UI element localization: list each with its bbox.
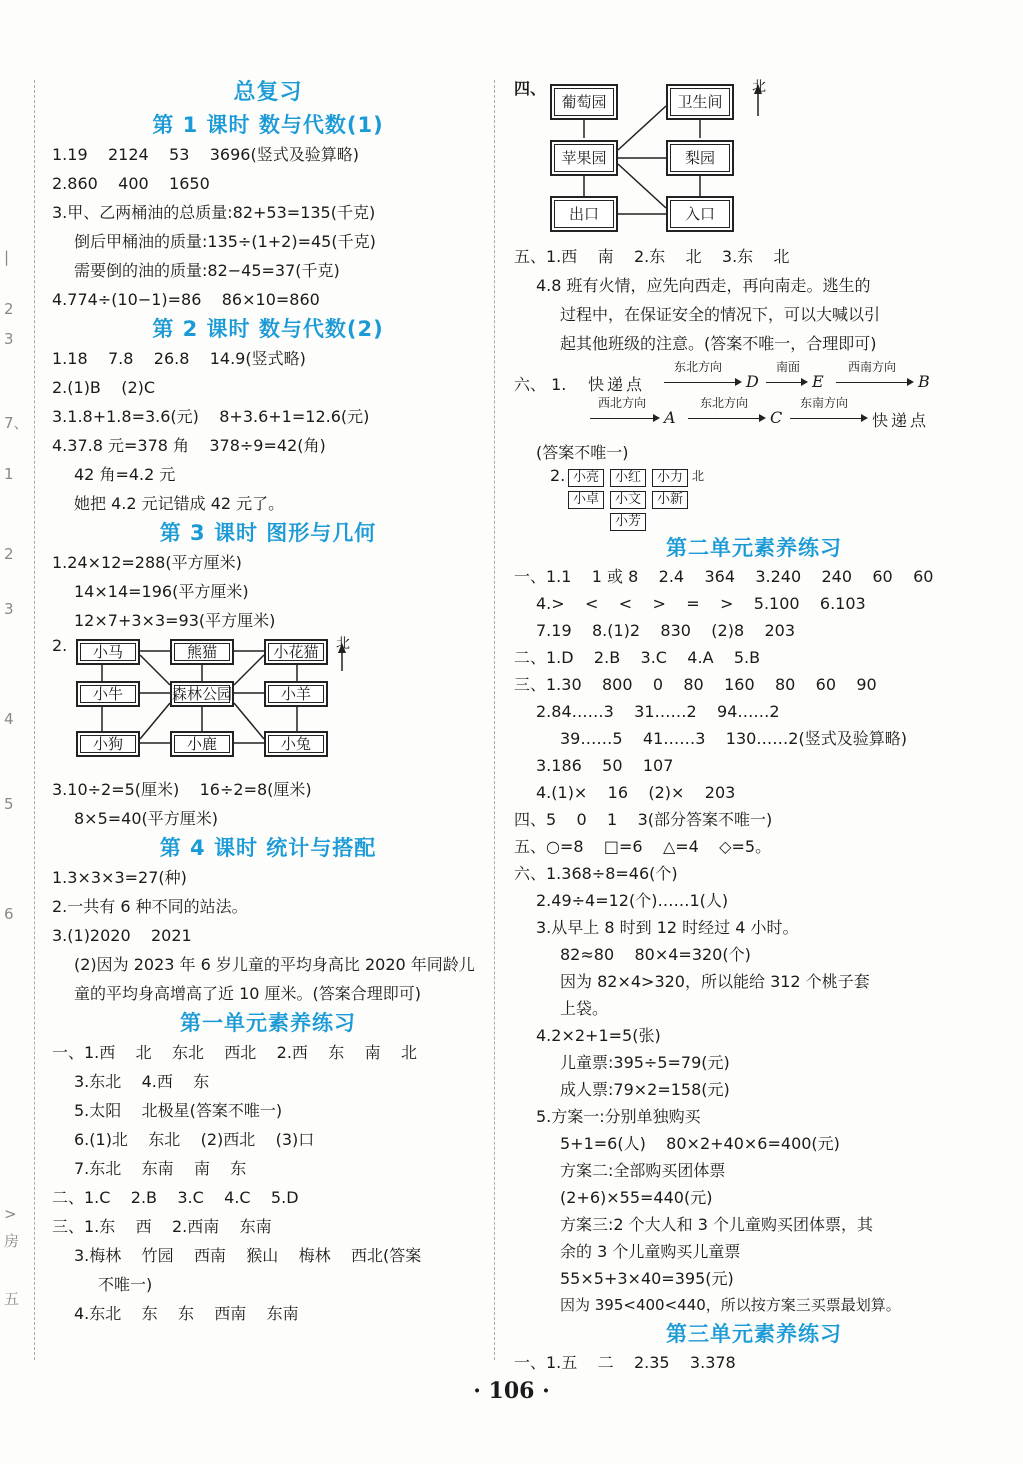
unit3-title: 第三单元素养练习 [666,1322,842,1346]
forest-map-diagram [52,635,484,775]
left-margin-line [34,80,35,1360]
question-label: 六、 1. [514,375,567,394]
north-label: 北 [752,79,766,95]
route-arrow [790,418,866,420]
map-box: 小花猫 [264,639,328,665]
map-box: 小狗 [76,731,140,757]
edge-mark: > [4,1205,17,1223]
answer-line: 4.(1)× 16 (2)× 203 [536,783,736,802]
answer-line: 需要倒的油的质量:82−45=37(千克) [74,261,340,280]
answer-line: 三、1.东 西 2.西南 东南 [52,1217,272,1236]
answer-line: 4.2×2+1=5(张) [536,1026,661,1045]
route-arrow [664,382,740,384]
lesson3-title: 第 3 课时 图形与几何 [159,521,377,545]
route-arrow [688,418,764,420]
route-node: D [746,372,759,391]
answer-line: 4.774÷(10−1)=86 86×10=860 [52,290,320,309]
left-column [52,76,484,1328]
answer-line: 8×5=40(平方厘米) [74,809,219,828]
answer-line: 3.(1)2020 2021 [52,926,192,945]
route-arrow [766,382,806,384]
question-label: 四、 [514,79,547,98]
answer-line: 四、5 0 1 3(部分答案不唯一) [514,810,773,829]
map-box-center: 森林公园 [170,681,234,707]
answer-line: 方案三:2 个大人和 3 个儿童购买团体票，其 [560,1215,874,1234]
route-node: C [770,408,783,427]
answer-line: 5.太阳 北极星(答案不唯一) [74,1101,283,1120]
answer-line: 成人票:79×2=158(元) [560,1080,730,1099]
answer-line: 上袋。 [560,999,609,1018]
route-direction: 西南方向 [848,360,897,374]
map-box: 熊猫 [170,639,234,665]
answer-line: 42 角=4.2 元 [74,465,176,484]
answer-line: 2.860 400 1650 [52,174,210,193]
map-box: 卫生间 [666,84,734,120]
answer-line: 六、1.368÷8=46(个) [514,864,678,883]
answer-line: 4.8 班有火情，应先向西走，再向南走。逃生的 [536,276,871,295]
answer-line: 3.东北 4.西 东 [74,1072,210,1091]
unit1-title: 第一单元素养练习 [180,1011,356,1035]
main-title: 总复习 [233,80,303,105]
orchard-map-diagram [514,76,994,236]
answer-line: 余的 3 个儿童购买儿童票 [560,1242,741,1261]
unit2-title: 第二单元素养练习 [666,536,842,560]
edge-mark: 1 [4,465,14,483]
answer-line: 3.10÷2=5(厘米) 16÷2=8(厘米) [52,780,312,799]
answer-line: 2.一共有 6 种不同的站法。 [52,897,248,916]
answer-line: 一、1.1 1 或 8 2.4 364 3.240 240 60 60 [514,567,934,586]
route-direction: 东北方向 [674,360,723,374]
answer-line: 一、1.西 北 东北 西北 2.西 东 南 北 [52,1043,417,1062]
answer-line: 5.方案一:分别单独购买 [536,1107,701,1126]
answer-line: 7.东北 东南 南 东 [74,1159,247,1178]
map-box: 入口 [666,196,734,232]
answer-line: 3.甲、乙两桶油的总质量:82+53=135(千克) [52,203,376,222]
lesson4-title: 第 4 课时 统计与搭配 [159,836,377,860]
seat-box: 小芳 [610,513,646,531]
map-box: 小兔 [264,731,328,757]
edge-mark: 3 [4,330,14,348]
answer-line: 2.84……3 31……2 94……2 [536,702,780,721]
answer-line: (答案不唯一) [536,443,629,462]
map-box: 小马 [76,639,140,665]
route-node: 快递点 [588,375,646,394]
answer-line: 过程中，在保证安全的情况下，可以大喊以引 [560,305,881,324]
question-label: 2. [550,466,566,485]
edge-mark: 6 [4,905,14,923]
answer-line: 4.东北 东 东 西南 东南 [74,1304,299,1323]
answer-line: 12×7+3×3=93(平方厘米) [74,611,276,630]
answer-line: 39……5 41……3 130……2(竖式及验算略) [560,729,907,748]
answer-line: 起其他班级的注意。(答案不唯一，合理即可) [560,334,877,353]
answer-line: 1.18 7.8 26.8 14.9(竖式略) [52,349,306,368]
edge-mark: 4 [4,710,14,728]
route-direction: 南面 [776,360,801,374]
edge-mark: 2 [4,300,14,318]
route-arrow [836,382,912,384]
answer-line: (2+6)×55=440(元) [560,1188,713,1207]
map-box: 梨园 [666,140,734,176]
route-node: B [918,372,930,391]
answer-line: 三、1.30 800 0 80 160 80 60 90 [514,675,877,694]
answer-line: 2.(1)B (2)C [52,378,156,397]
route-node: A [664,408,676,427]
north-label: 北 [336,636,350,652]
right-column [514,76,994,1376]
answer-line: 1.19 2124 53 3696(竖式及验算略) [52,145,359,164]
answer-line: 4.> < < > = > 5.100 6.103 [536,594,866,613]
answer-line: 五、1.西 南 2.东 北 3.东 北 [514,247,790,266]
map-box: 出口 [550,196,618,232]
answer-line: 1.24×12=288(平方厘米) [52,553,242,572]
answer-line: 5+1=6(人) 80×2+40×6=400(元) [560,1134,840,1153]
map-box: 苹果园 [550,140,618,176]
route-direction: 西北方向 [598,396,647,410]
answer-line: 7.19 8.(1)2 830 (2)8 203 [536,621,796,640]
answer-line: 一、1.五 二 2.35 3.378 [514,1353,736,1372]
lesson1-title: 第 1 课时 数与代数(1) [152,113,384,137]
answer-line: 因为 82×4>320，所以能给 312 个桃子套 [560,972,870,991]
map-box: 小羊 [264,681,328,707]
answer-line: 二、1.D 2.B 3.C 4.A 5.B [514,648,761,667]
answer-line: 4.37.8 元=378 角 378÷9=42(角) [52,436,326,455]
answer-line: 她把 4.2 元记错成 42 元了。 [74,494,285,513]
answer-line: 82≈80 80×4=320(个) [560,945,751,964]
edge-mark: 7、 [4,414,29,432]
question-label: 2. [52,636,68,655]
route-node: 快递点 [872,411,930,430]
answer-line: 五、○=8 □=6 △=4 ◇=5。 [514,837,772,856]
column-divider [494,80,495,1360]
edge-mark: 房 [4,1232,20,1250]
answer-line: 55×5+3×40=395(元) [560,1269,734,1288]
edge-mark: 五 [4,1290,20,1308]
answer-line: 14×14=196(平方厘米) [74,582,249,601]
route-row-2 [514,396,994,436]
route-direction: 东北方向 [700,396,749,410]
edge-mark: 5 [4,795,14,813]
seat-box: 小文 [610,491,646,509]
seat-box: 小红 [610,469,646,487]
edge-mark: 2 [4,545,14,563]
route-arrow [590,418,658,420]
answer-line: 二、1.C 2.B 3.C 4.C 5.D [52,1188,299,1207]
route-node: E [812,372,824,391]
answer-line: 3.186 50 107 [536,756,674,775]
answer-line: 1.3×3×3=27(种) [52,868,187,887]
answer-line: 倒后甲桶油的质量:135÷(1+2)=45(千克) [74,232,376,251]
answer-line: 3.梅林 竹园 西南 猴山 梅林 西北(答案 [74,1246,422,1265]
answer-line: 因为 395<400<440，所以按方案三买票最划算。 [560,1296,901,1314]
answer-line: 不唯一) [98,1275,153,1294]
seat-box: 小亮 [568,469,604,487]
seat-box: 小新 [652,491,688,509]
answer-line: 3.从早上 8 时到 12 时经过 4 小时。 [536,918,799,937]
edge-mark: | [4,248,10,266]
answer-line: 6.(1)北 东北 (2)西北 (3)口 [74,1130,315,1149]
route-row-1 [514,360,994,400]
seat-box: 小卓 [568,491,604,509]
page-number: · 106 · [473,1378,550,1404]
map-box: 小鹿 [170,731,234,757]
binding-edge-marks [0,60,29,1360]
north-label: 北 [692,469,705,483]
answer-line: 儿童票:395÷5=79(元) [560,1053,730,1072]
map-box: 葡萄园 [550,84,618,120]
route-direction: 东南方向 [800,396,849,410]
edge-mark: 3 [4,600,14,618]
answer-paragraph: (2)因为 2023 年 6 岁儿童的平均身高比 2020 年同龄儿童的平均身高增高了近 10 厘米。(答案合理即可) [74,955,475,1003]
map-box: 小牛 [76,681,140,707]
seating-diagram [514,467,994,531]
answer-line: 2.49÷4=12(个)……1(人) [536,891,729,910]
lesson2-title: 第 2 课时 数与代数(2) [152,317,384,341]
seat-box: 小力 [652,469,688,487]
answer-line: 3.1.8+1.8=3.6(元) 8+3.6+1=12.6(元) [52,407,370,426]
answer-line: 方案二:全部购买团体票 [560,1161,726,1180]
